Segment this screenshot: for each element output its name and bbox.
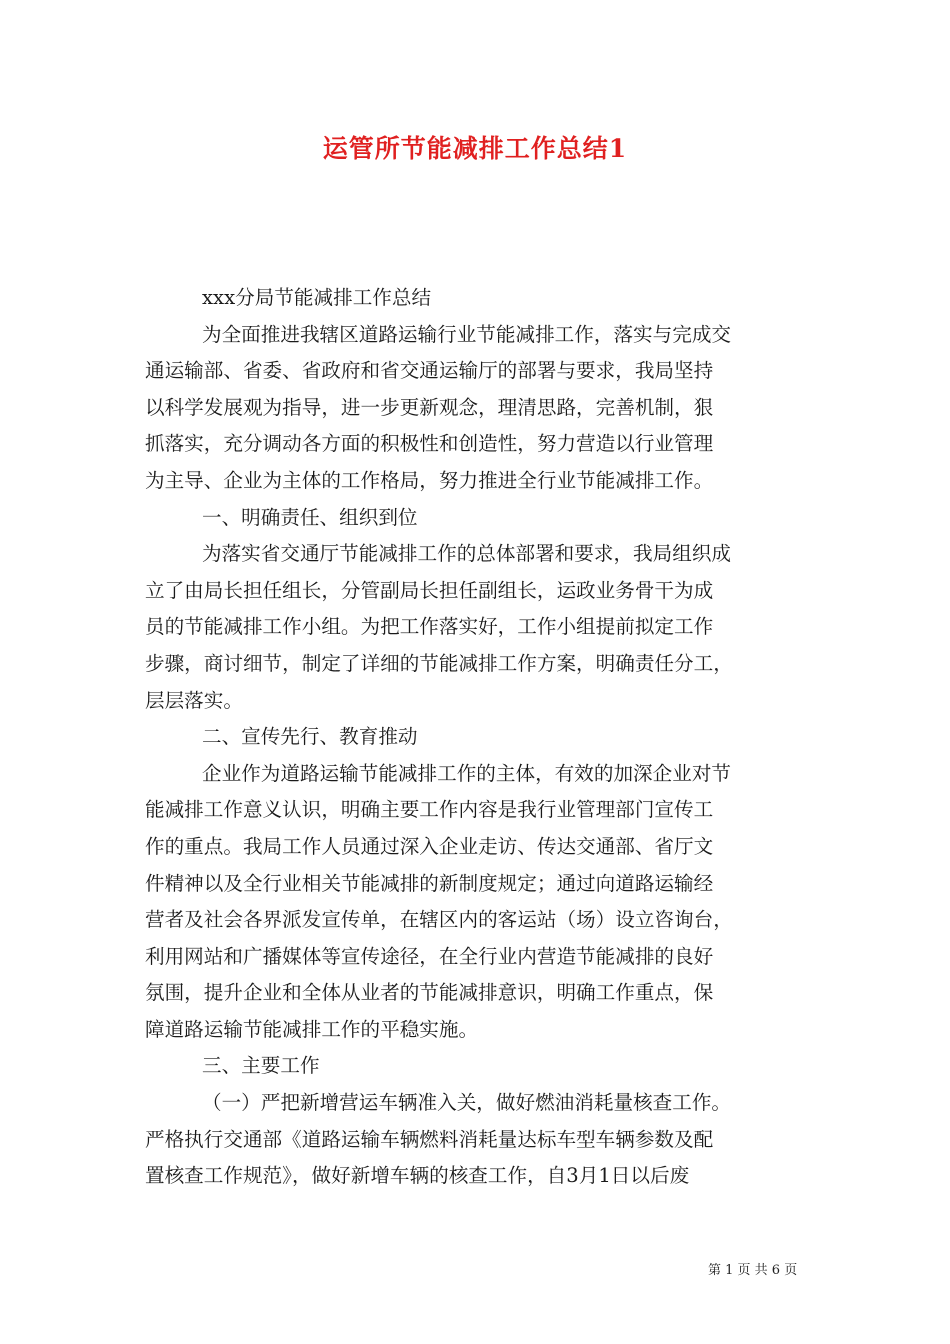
paragraph-line: 能减排工作意义认识，明确主要工作内容是我行业管理部门宣传工 bbox=[145, 798, 714, 822]
paragraph-line: 障道路运输节能减排工作的平稳实施。 bbox=[145, 1017, 479, 1041]
paragraph-line: 氛围，提升企业和全体从业者的节能减排意识，明确工作重点，保 bbox=[145, 981, 714, 1005]
paragraph-line: 营者及社会各界派发宣传单，在辖区内的客运站（场）设立咨询台， bbox=[145, 908, 733, 932]
paragraph-line: 员的节能减排工作小组。为把工作落实好，工作小组提前拟定工作 bbox=[145, 615, 714, 639]
section-heading: 一、明确责任、组织到位 bbox=[202, 505, 418, 529]
paragraph-line: 件精神以及全行业相关节能减排的新制度规定；通过向道路运输经 bbox=[145, 871, 714, 895]
page-indicator: 第 1 页 共 6 页 bbox=[708, 1263, 798, 1278]
subsection-heading: （一）严把新增营运车辆准入关，做好燃油消耗量核查工作。 bbox=[202, 1091, 732, 1115]
paragraph-line: 利用网站和广播媒体等宣传途径，在全行业内营造节能减排的良好 bbox=[145, 944, 714, 968]
paragraph-line: 通运输部、省委、省政府和省交通运输厅的部署与要求，我局坚持 bbox=[145, 359, 714, 383]
paragraph-line: 作的重点。我局工作人员通过深入企业走访、传达交通部、省厅文 bbox=[145, 834, 714, 858]
paragraph-line: 抓落实，充分调动各方面的积极性和创造性，努力营造以行业管理 bbox=[145, 432, 714, 456]
paragraph-line: 步骤，商讨细节，制定了详细的节能减排工作方案，明确责任分工， bbox=[145, 651, 733, 675]
paragraph-line: 立了由局长担任组长，分管副局长担任副组长，运政业务骨干为成 bbox=[145, 578, 714, 602]
paragraph-line: 置核查工作规范》，做好新增车辆的核查工作，自3月1日以后废 bbox=[145, 1164, 690, 1188]
document-body bbox=[145, 280, 805, 1195]
subtitle-line: xxx分局节能减排工作总结 bbox=[202, 286, 432, 309]
paragraph-line: 层层落实。 bbox=[145, 688, 243, 712]
paragraph-line: 严格执行交通部《道路运输车辆燃料消耗量达标车型车辆参数及配 bbox=[145, 1127, 714, 1151]
paragraph-line: 以科学发展观为指导，进一步更新观念，理清思路，完善机制，狠 bbox=[145, 395, 714, 419]
paragraph-line: 企业作为道路运输节能减排工作的主体，有效的加深企业对节 bbox=[202, 761, 732, 785]
paragraph-line: 为主导、企业为主体的工作格局，努力推进全行业节能减排工作。 bbox=[145, 468, 714, 492]
section-heading: 三、主要工作 bbox=[202, 1054, 320, 1078]
paragraph-line: 为落实省交通厅节能减排工作的总体部署和要求，我局组织成 bbox=[202, 542, 732, 566]
section-heading: 二、宣传先行、教育推动 bbox=[202, 725, 418, 749]
document-title: 运管所节能减排工作总结1 bbox=[322, 134, 628, 163]
paragraph-line: 为全面推进我辖区道路运输行业节能减排工作，落实与完成交 bbox=[202, 322, 732, 346]
